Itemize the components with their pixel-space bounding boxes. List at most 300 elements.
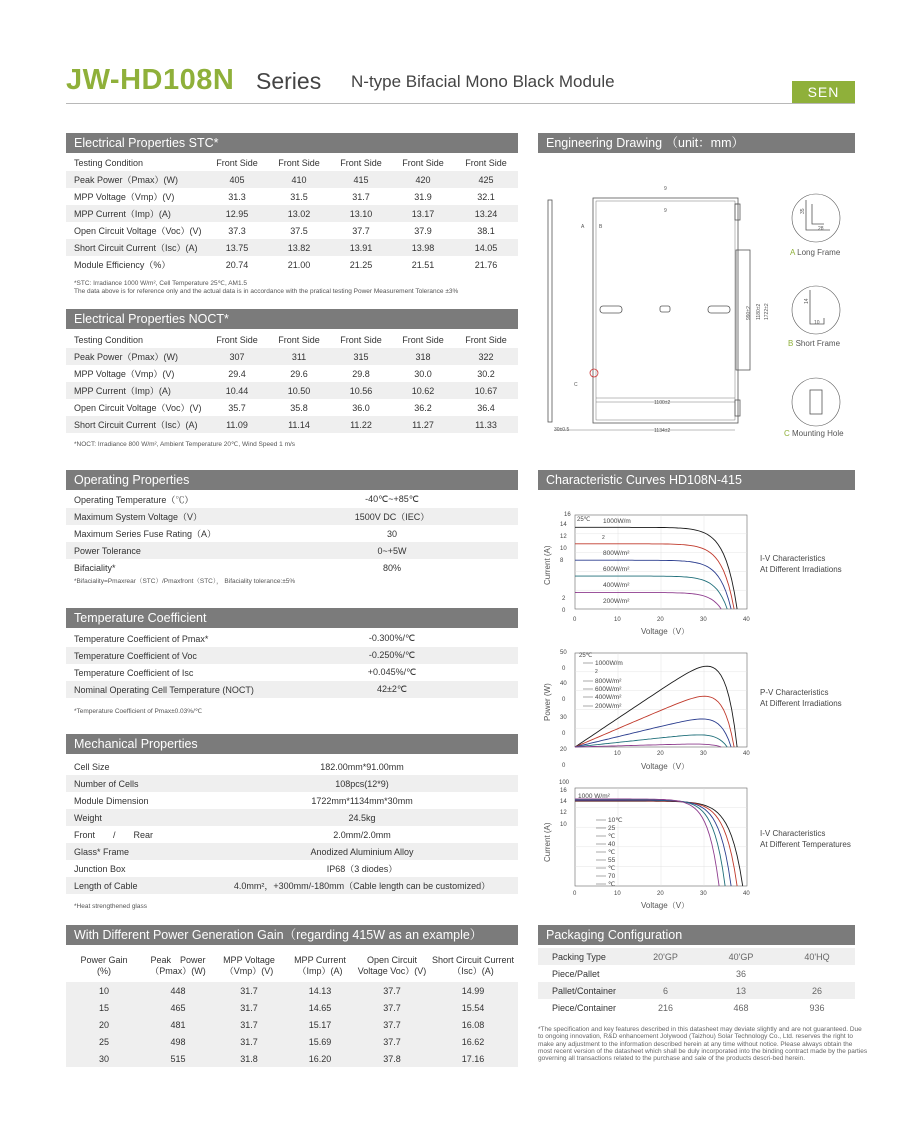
mech-table-cell: Junction Box	[74, 863, 126, 874]
curve-label: 10℃	[608, 817, 623, 824]
temp-table-cell: Temperature Coefficient of Voc	[66, 647, 266, 664]
stc-table-cell: 37.7	[352, 225, 370, 236]
noct-table-cell: 36.0	[352, 402, 370, 413]
operating-note: *Bifaciality=Pmaxrear（STC）/Pmaxfront（STC）， Bifaciality tolerance:±5%	[74, 578, 296, 585]
packaging-cell: 36	[735, 968, 746, 979]
pv-ytick-4: 30	[560, 715, 567, 721]
dim-28: 28	[818, 226, 824, 232]
stc-table	[66, 154, 518, 273]
series-label: Series	[256, 68, 322, 94]
stc-table-cell: 21.51	[411, 259, 435, 270]
packaging-table	[538, 948, 855, 1016]
stc-table-cell: 38.1	[477, 225, 495, 236]
stc-table-cell: 31.5	[290, 191, 308, 202]
op-table-cell: Maximum Series Fuse Rating（A）	[74, 529, 217, 539]
gain-header-row	[66, 950, 518, 982]
dim-h3: 990±2	[746, 306, 752, 320]
noct-table-cell: Short Circuit Current（Isc）(A)	[66, 416, 206, 433]
temp-table-cell: -0.300%/℃	[368, 633, 416, 643]
mech-table-row	[66, 775, 518, 792]
drawing-section-title: Engineering Drawing （unit：mm）	[538, 133, 855, 153]
stc-table-row	[66, 222, 518, 239]
stc-table-cell: 14.05	[454, 239, 518, 256]
curve-label: 55	[608, 857, 616, 864]
stc-table-cell: 37.9	[414, 225, 432, 236]
iv-ytick-0: 0	[562, 608, 566, 614]
stc-table-cell: Peak Power（Pmax）(W)	[66, 171, 206, 188]
gain-row	[66, 982, 518, 999]
side-profile	[548, 200, 552, 422]
it-xtick-0: 0	[573, 891, 577, 897]
noct-table-cell: 35.7	[228, 402, 246, 413]
noct-table-cell: 36.4	[477, 402, 495, 413]
gain-header-line-1: Open Circuit	[366, 955, 418, 965]
mechanical-note: *Heat strengthened glass	[74, 903, 147, 910]
gain-header-line-2: Voltage Voc）(V)	[357, 966, 427, 976]
letter-a-mark: A	[581, 224, 585, 230]
gain-cell: 20	[66, 1016, 142, 1033]
pv-stray-mark: 2	[595, 669, 598, 675]
op-table-cell: 0~+5W	[266, 542, 518, 559]
gain-cell: 15.17	[284, 1016, 356, 1033]
gain-cell: 16.62	[428, 1033, 518, 1050]
noct-table-cell: MPP Current（Imp）(A)	[66, 382, 206, 399]
curve-label: ℃	[608, 849, 616, 856]
letter-b-mark: B	[599, 224, 603, 230]
packaging-row	[538, 965, 855, 982]
gain-header-line-1: MPP Current	[294, 955, 346, 965]
stc-table-cell: 21.00	[287, 259, 311, 270]
op-table-row	[66, 491, 518, 508]
noct-table-cell: 29.6	[290, 368, 308, 379]
packaging-cell	[779, 965, 855, 982]
pv-desc-2: At Different Irradiations	[760, 699, 842, 708]
pv-ytick-7: 0	[562, 763, 566, 769]
gain-cell: 37.7	[356, 999, 428, 1016]
gain-header-line-2: (%)	[97, 966, 111, 976]
gain-cell: 465	[142, 999, 214, 1016]
it-xtick-30: 30	[700, 891, 707, 897]
stc-table-cell: 13.82	[268, 239, 330, 256]
stc-table-cell: 425	[454, 171, 518, 188]
gain-cell: 17.16	[428, 1050, 518, 1067]
temp-table-row	[66, 681, 518, 698]
pv-ytick-2: 40	[560, 681, 567, 687]
noct-table-cell: 10.62	[392, 382, 454, 399]
mech-table-cell: Cell Size	[74, 761, 110, 772]
noct-table-cell: 11.33	[454, 416, 518, 433]
iv-desc-2: At Different Irradiations	[760, 565, 842, 574]
stc-table-cell: 13.75	[206, 239, 268, 256]
packaging-cell: 936	[809, 1002, 825, 1013]
op-table-cell: Maximum System Voltage（V）	[66, 508, 266, 525]
noct-table-row	[66, 399, 518, 416]
mounting-hole-text: Mounting Hole	[792, 429, 844, 438]
curve-label: 600W/m²	[595, 686, 622, 693]
packaging-cell: 26	[779, 982, 855, 999]
stc-table-cell: Module Efficiency（%）	[74, 260, 171, 270]
noct-table-cell: Front Side	[465, 334, 507, 345]
pv-xtick-10: 10	[614, 751, 621, 757]
packaging-cell: 13	[703, 982, 779, 999]
noct-table	[66, 331, 518, 433]
noct-table-cell: 11.22	[330, 416, 392, 433]
mech-table-cell: 2.0mm/2.0mm	[333, 829, 391, 840]
gain-cell: 481	[142, 1016, 214, 1033]
iv-desc	[760, 553, 842, 575]
curve-label: ℃	[608, 865, 616, 872]
dim-10: 10	[814, 320, 820, 326]
temperature-section-title: Temperature Coefficient	[66, 608, 518, 628]
op-table-row	[66, 508, 518, 525]
stc-table-cell: Front Side	[278, 157, 320, 168]
noct-table-cell: 318	[392, 348, 454, 365]
disclaimer: *The specification and key features described in this datasheet may deviate slightly and are not guaranteed. Due to ongoing innovation, R&D enhancement Jolywood (Taizhou) Solar Technology Co., Ltd. reserves the right to make any adjustment to the information described herein at any time without notice. Please always obtain the most recent version of the datasheet which shall be duly incorporated into the binding contract made by the parties governing all transactions related to the purchase and sale of the products descri-bed herein.	[538, 1026, 868, 1063]
mech-table-row	[66, 826, 518, 843]
noct-table-cell: Front Side	[278, 334, 320, 345]
mechanical-section-title: Mechanical Properties	[66, 734, 518, 754]
stc-table-cell: Testing Condition	[74, 157, 144, 168]
mech-table-cell: IP68（3 diodes）	[326, 864, 398, 874]
mech-table-cell: 1722mm*1134mm*30mm	[311, 795, 413, 806]
temperature-note: *Temperature Coefficient of Pmax±0.03%/℃	[74, 708, 203, 715]
stc-table-cell: 21.76	[474, 259, 498, 270]
mech-table-row	[66, 792, 518, 809]
stc-table-cell: MPP Current（Imp）(A)	[66, 205, 206, 222]
packaging-cell: 468	[733, 1002, 749, 1013]
iv-ytick-12: 12	[560, 534, 567, 540]
gain-row	[66, 1050, 518, 1067]
stc-table-cell: Short Circuit Current（Isc）(A)	[66, 239, 206, 256]
it-xtick-20: 20	[657, 891, 664, 897]
stc-table-cell: 31.7	[352, 191, 370, 202]
dim-side: 30±0.5	[554, 427, 570, 433]
gain-row	[66, 1033, 518, 1050]
stc-section-title: Electrical Properties STC*	[66, 133, 518, 153]
stc-table-cell: 13.17	[392, 205, 454, 222]
mech-table-cell: Anodized Aluminium Alloy	[206, 843, 518, 860]
iv-ytick-2: 2	[562, 596, 566, 602]
it-desc-1: I-V Characteristics	[760, 829, 826, 838]
dim-9-top: 9	[664, 186, 667, 192]
temp-table-row	[66, 630, 518, 647]
it-irradiance: 1000 W/m²	[578, 793, 610, 800]
gain-header-line-1: Power Gain	[80, 955, 128, 965]
curve-label: 400W/m²	[603, 582, 630, 589]
dim-width: 1134±2	[654, 428, 671, 434]
noct-table-row	[66, 348, 518, 365]
noct-note: *NOCT: Irradiance 800 W/m², Ambient Temperature 20℃, Wind Speed 1 m/s	[74, 441, 296, 448]
gain-header-cell	[284, 950, 356, 982]
gain-cell: 37.7	[356, 982, 428, 999]
mech-table-cell: Weight	[66, 809, 206, 826]
gain-cell: 25	[66, 1033, 142, 1050]
stc-table-cell: 37.3	[228, 225, 246, 236]
mech-table-cell: Length of Cable	[66, 877, 206, 894]
noct-table-row	[66, 331, 518, 348]
noct-table-cell: Front Side	[340, 334, 382, 345]
op-table-cell: 1500V DC（IEC）	[266, 508, 518, 525]
op-table-cell: Operating Temperature（℃）	[74, 495, 194, 505]
op-table-row	[66, 542, 518, 559]
dim-35: 35	[800, 208, 806, 214]
op-table-row	[66, 559, 518, 576]
mech-table-cell: 4.0mm²，+300mm/-180mm（Cable length can be customized）	[206, 877, 518, 894]
packaging-cell: Piece/Pallet	[552, 968, 600, 979]
op-table-cell: Bifaciality*	[74, 562, 116, 573]
model-name: JW-HD108N	[66, 64, 235, 96]
noct-table-cell: 10.44	[206, 382, 268, 399]
packaging-cell: Pallet/Container	[538, 982, 628, 999]
curve-label: 1000W/m	[603, 518, 631, 525]
gain-header-cell	[356, 950, 428, 982]
stc-note-2: The data above is for reference only and the actual data is in accordance with the pratical testing Power Measurement Tolerance ±3%	[74, 288, 459, 295]
it-ytick-14: 14	[560, 799, 567, 805]
noct-table-cell: 10.56	[330, 382, 392, 399]
gain-header-line-1: Peak Power	[150, 955, 206, 965]
noct-table-cell: 29.4	[228, 368, 246, 379]
temp-table-cell: Temperature Coefficient of Isc	[74, 667, 194, 678]
short-frame-label	[788, 339, 840, 348]
packaging-section-title: Packaging Configuration	[538, 925, 855, 945]
gain-cell: 16.20	[284, 1050, 356, 1067]
noct-table-cell: Front Side	[216, 334, 258, 345]
noct-table-row	[66, 382, 518, 399]
stc-table-cell: 31.9	[414, 191, 432, 202]
stc-table-cell: Front Side	[465, 157, 507, 168]
gain-cell: 14.99	[428, 982, 518, 999]
brand-badge: SEN	[792, 81, 855, 103]
iv-xtick-20: 20	[657, 617, 664, 623]
packaging-cell	[628, 965, 703, 982]
dim-9: 9	[664, 208, 667, 214]
gain-header-line-1: Short Circuit Current	[431, 955, 515, 965]
short-frame-letter: B	[788, 339, 794, 348]
op-table-row	[66, 525, 518, 542]
mech-table-cell: 182.00mm*91.00mm	[320, 761, 404, 772]
noct-table-row	[66, 416, 518, 433]
mech-table-row	[66, 860, 518, 877]
stc-table-cell: 21.25	[349, 259, 373, 270]
packaging-cell: 40'GP	[703, 948, 779, 965]
temp-table-row	[66, 647, 518, 664]
noct-table-cell: 311	[268, 348, 330, 365]
gain-cell: 31.7	[214, 1016, 284, 1033]
gain-header-cell	[142, 950, 214, 982]
stc-table-cell: MPP Voltage（Vmp）(V)	[74, 192, 175, 202]
packaging-row	[538, 948, 855, 965]
gain-header-line-2: （Isc）(A)	[452, 966, 494, 976]
mech-table-cell: 108pcs(12*9)	[206, 775, 518, 792]
temp-table-cell: +0.045%/℃	[367, 667, 417, 677]
stc-table-row	[66, 239, 518, 256]
gain-cell: 14.13	[284, 982, 356, 999]
stc-table-row	[66, 256, 518, 273]
temp-table-cell: 42±2℃	[266, 681, 518, 698]
stc-table-cell: 12.95	[206, 205, 268, 222]
iv-xtick-0: 0	[573, 617, 577, 623]
mech-table-row	[66, 877, 518, 894]
packaging-row	[538, 999, 855, 1016]
mech-table-row	[66, 809, 518, 826]
it-ytick-100: 100	[559, 780, 570, 786]
stc-table-row	[66, 171, 518, 188]
temp-table-cell: Nominal Operating Cell Temperature (NOCT)	[66, 681, 266, 698]
short-frame-text: Short Frame	[795, 339, 841, 348]
pv-ylabel: Power (W)	[543, 683, 552, 721]
gain-cell: 16.08	[428, 1016, 518, 1033]
operating-section-title: Operating Properties	[66, 470, 518, 490]
noct-table-cell: 30.2	[477, 368, 495, 379]
it-ytick-12: 12	[560, 810, 567, 816]
gain-cell: 30	[66, 1050, 142, 1067]
dim-inner: 1100±2	[654, 400, 671, 406]
gain-section-title: With Different Power Generation Gain（regarding 415W as an example）	[66, 925, 518, 945]
gain-row	[66, 1016, 518, 1033]
iv-temperature-chart	[538, 778, 768, 913]
stc-table-cell: Front Side	[340, 157, 382, 168]
mech-table-row	[66, 758, 518, 775]
curves-section-title: Characteristic Curves HD108N-415	[538, 470, 855, 490]
packaging-cell: 20'GP	[628, 948, 703, 965]
gain-cell: 448	[142, 982, 214, 999]
iv-ytick-8: 8	[560, 558, 564, 564]
iv-ytick-16: 16	[564, 512, 571, 518]
pv-irradiance-chart	[538, 645, 768, 775]
gain-cell: 15	[66, 999, 142, 1016]
it-desc-2: At Different Temperatures	[760, 840, 851, 849]
packaging-cell: Packing Type	[538, 948, 628, 965]
iv-xlabel: Voltage（V）	[641, 627, 690, 636]
noct-table-cell: Testing Condition	[74, 334, 144, 345]
op-table-cell: 80%	[382, 562, 401, 573]
it-ytick-16: 16	[560, 788, 567, 794]
gain-header-cell	[214, 950, 284, 982]
mech-table-cell: Front / Rear	[74, 830, 154, 840]
gain-header-cell	[66, 950, 142, 982]
gain-row	[66, 999, 518, 1016]
it-xtick-10: 10	[614, 891, 621, 897]
noct-table-cell: 11.09	[206, 416, 268, 433]
stc-note-1: *STC: Irradiance 1000 W/m², Cell Temperature 25℃, AM1.5	[74, 280, 247, 287]
packaging-row	[538, 982, 855, 999]
op-table-cell: -40℃~+85℃	[365, 494, 419, 504]
noct-table-cell: 10.50	[268, 382, 330, 399]
long-frame-letter: A	[790, 248, 795, 257]
gain-cell: 498	[142, 1033, 214, 1050]
iv-desc-1: I-V Characteristics	[760, 554, 826, 563]
gain-cell: 31.8	[214, 1050, 284, 1067]
gain-cell: 37.7	[356, 1033, 428, 1050]
noct-table-cell: 307	[206, 348, 268, 365]
stc-table-row	[66, 188, 518, 205]
stc-table-cell: 405	[206, 171, 268, 188]
mech-table-cell: 24.5kg	[206, 809, 518, 826]
pv-desc-1: P-V Characteristics	[760, 688, 829, 697]
gain-header-line-2: （Imp）(A)	[297, 966, 343, 976]
noct-table-cell: 11.14	[268, 416, 330, 433]
gain-cell: 31.7	[214, 1033, 284, 1050]
gain-cell: 15.69	[284, 1033, 356, 1050]
pv-desc	[760, 687, 842, 709]
stc-table-cell: 31.3	[228, 191, 246, 202]
it-xlabel: Voltage（V）	[641, 901, 690, 910]
noct-table-cell: 35.8	[290, 402, 308, 413]
curve-label: 800W/m²	[595, 678, 622, 685]
packaging-cell: 40'HQ	[779, 948, 855, 965]
iv-temp: 25℃	[577, 517, 591, 523]
stc-table-cell: 13.24	[454, 205, 518, 222]
iv-ytick-14: 14	[560, 522, 567, 528]
curve-label: 800W/m²	[603, 550, 630, 557]
stc-table-row	[66, 205, 518, 222]
packaging-cell: 216	[657, 1002, 674, 1013]
dim-h2: 1180±2	[756, 303, 762, 320]
engineering-drawing	[538, 180, 855, 440]
stc-table-cell: 420	[392, 171, 454, 188]
mounting-hole-label	[784, 429, 844, 438]
mechanical-table	[66, 758, 518, 894]
noct-table-cell: 11.27	[392, 416, 454, 433]
curve-label: 40	[608, 841, 616, 848]
noct-table-row	[66, 365, 518, 382]
temp-table-cell: -0.250%/℃	[266, 647, 518, 664]
gain-cell: 31.7	[214, 982, 284, 999]
mech-table-cell: Module Dimension	[74, 795, 149, 806]
gain-cell: 10	[66, 982, 142, 999]
stc-table-cell: 13.98	[392, 239, 454, 256]
stc-table-cell: Front Side	[216, 157, 258, 168]
noct-table-cell: 322	[454, 348, 518, 365]
noct-table-cell: 29.8	[352, 368, 370, 379]
stc-table-cell: 13.02	[268, 205, 330, 222]
it-xtick-40: 40	[743, 891, 750, 897]
temp-table-row	[66, 664, 518, 681]
letter-c-mark: C	[574, 382, 578, 388]
stc-table-cell: 20.74	[225, 259, 249, 270]
product-subtitle: N-type Bifacial Mono Black Module	[351, 72, 615, 91]
noct-table-cell: Front Side	[402, 334, 444, 345]
iv-xtick-40: 40	[743, 617, 750, 623]
noct-table-cell: Open Circuit Voltage（Voc）(V)	[74, 403, 202, 413]
mech-table-row	[66, 843, 518, 860]
it-desc	[760, 828, 851, 850]
curve-label: ℃	[608, 833, 616, 840]
noct-table-cell: 315	[330, 348, 392, 365]
noct-table-cell: Peak Power（Pmax）(W)	[66, 348, 206, 365]
stc-table-cell: 13.91	[330, 239, 392, 256]
stc-table-cell: 32.1	[477, 191, 495, 202]
gain-table	[66, 950, 518, 1067]
pv-xtick-30: 30	[700, 751, 707, 757]
long-frame-label	[790, 248, 840, 257]
noct-table-cell: 36.2	[414, 402, 432, 413]
noct-table-cell: 30.0	[414, 368, 432, 379]
pv-ytick-5: 0	[562, 731, 566, 737]
it-ytick-10: 10	[560, 822, 567, 828]
packaging-cell: Piece/Container	[552, 1002, 617, 1013]
long-frame-text: Long Frame	[797, 248, 841, 257]
curve-label: 400W/m²	[595, 694, 622, 701]
noct-table-cell: 10.67	[454, 382, 518, 399]
pv-ytick-6: 20	[560, 747, 567, 753]
gain-cell: 515	[142, 1050, 214, 1067]
packaging-cell: 6	[628, 982, 703, 999]
stc-table-cell: Open Circuit Voltage（Voc）(V)	[74, 226, 202, 236]
stc-table-cell: 415	[330, 171, 392, 188]
temperature-table	[66, 630, 518, 698]
iv-ylabel: Current (A)	[543, 545, 552, 585]
